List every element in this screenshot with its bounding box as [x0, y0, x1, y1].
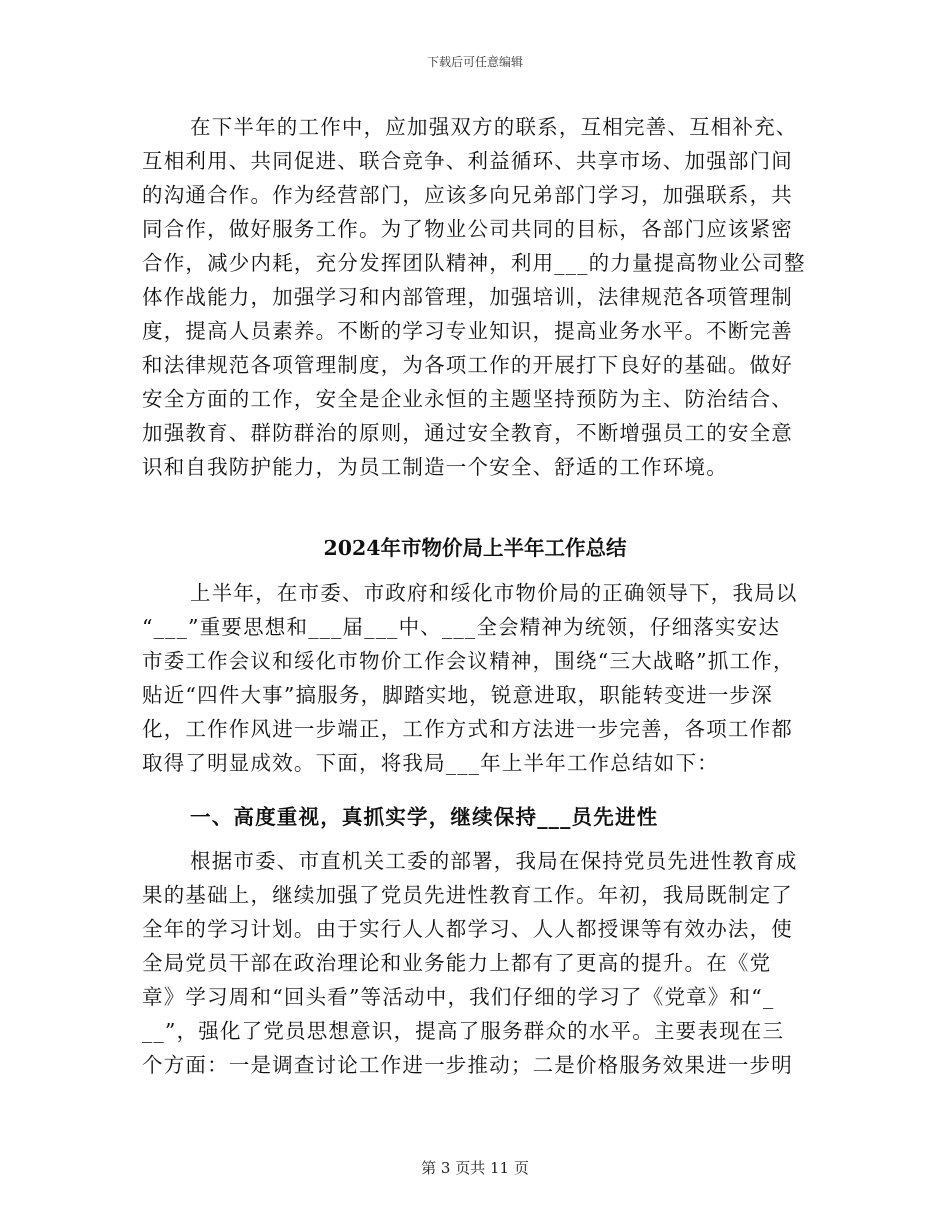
text-line: 在下半年的工作中，应加强双方的联系，互相完善、互相补充、	[190, 115, 798, 139]
text-line: 同合作，做好服务工作。为了物业公司共同的目标，各部门应该紧密	[142, 217, 793, 241]
text-line: 合作，减少内耗，充分发挥团队精神，利用___的力量提高物业公司整	[142, 251, 806, 275]
text-line: 根据市委、市直机关工委的部署，我局在保持党员先进性教育成	[190, 849, 798, 873]
page-header: 下载后可任意编辑	[426, 55, 523, 69]
text-line: 章》学习周和“回头看”等活动中，我们仔细的学习了《党章》和“_	[142, 985, 775, 1009]
text-line: 互相利用、共同促进、联合竞争、利益循环、共享市场、加强部门间	[142, 149, 793, 173]
text-line: 上半年，在市委、市政府和绥化市物价局的正确领导下，我局以	[190, 581, 798, 605]
page-footer: 第 3 页共 11 页	[421, 1159, 529, 1177]
text-line: 度，提高人员素养。不断的学习专业知识，提高业务水平。不断完善	[142, 319, 793, 343]
text-line: “___”重要思想和___届___中、___全会精神为统领，仔细落实安达	[142, 615, 781, 639]
text-line: 的沟通合作。作为经营部门，应该多向兄弟部门学习，加强联系，共	[142, 183, 793, 207]
subheading: 一、高度重视，真抓实学，继续保持___员先进性	[190, 805, 659, 829]
text-line: __”，强化了党员思想意识，提高了服务群众的水平。主要表现在三	[142, 1019, 785, 1043]
text-line: 个方面：一是调查讨论工作进一步推动；二是价格服务效果进一步明	[142, 1053, 793, 1077]
text-line: 贴近“四件大事”搞服务，脚踏实地，锐意进取，职能转变进一步深	[142, 683, 773, 707]
text-line: 安全方面的工作，安全是企业永恒的主题坚持预防为主、防治结合、	[142, 387, 793, 411]
text-line: 识和自我防护能力，为员工制造一个安全、舒适的工作环境。	[142, 455, 728, 479]
text-line: 取得了明显成效。下面，将我局___年上半年工作总结如下：	[142, 751, 719, 775]
text-line: 果的基础上，继续加强了党员先进性教育工作。年初，我局既制定了	[142, 883, 793, 907]
text-line: 体作战能力，加强学习和内部管理，加强培训，法律规范各项管理制	[142, 285, 793, 309]
section-title: 2024年市物价局上半年工作总结	[323, 536, 627, 560]
text-line: 和法律规范各项管理制度，为各项工作的开展打下良好的基础。做好	[142, 353, 793, 377]
text-line: 市委工作会议和绥化市物价工作会议精神，围绕“三大战略”抓工作，	[142, 649, 795, 673]
text-line: 全年的学习计划。由于实行人人都学习、人人都授课等有效办法，使	[142, 917, 793, 941]
text-line: 全局党员干部在政治理论和业务能力上都有了更高的提升。在《党	[142, 951, 772, 975]
text-line: 加强教育、群防群治的原则，通过安全教育，不断增强员工的安全意	[142, 421, 793, 445]
text-line: 化，工作作风进一步端正，工作方式和方法进一步完善，各项工作都	[142, 717, 793, 741]
